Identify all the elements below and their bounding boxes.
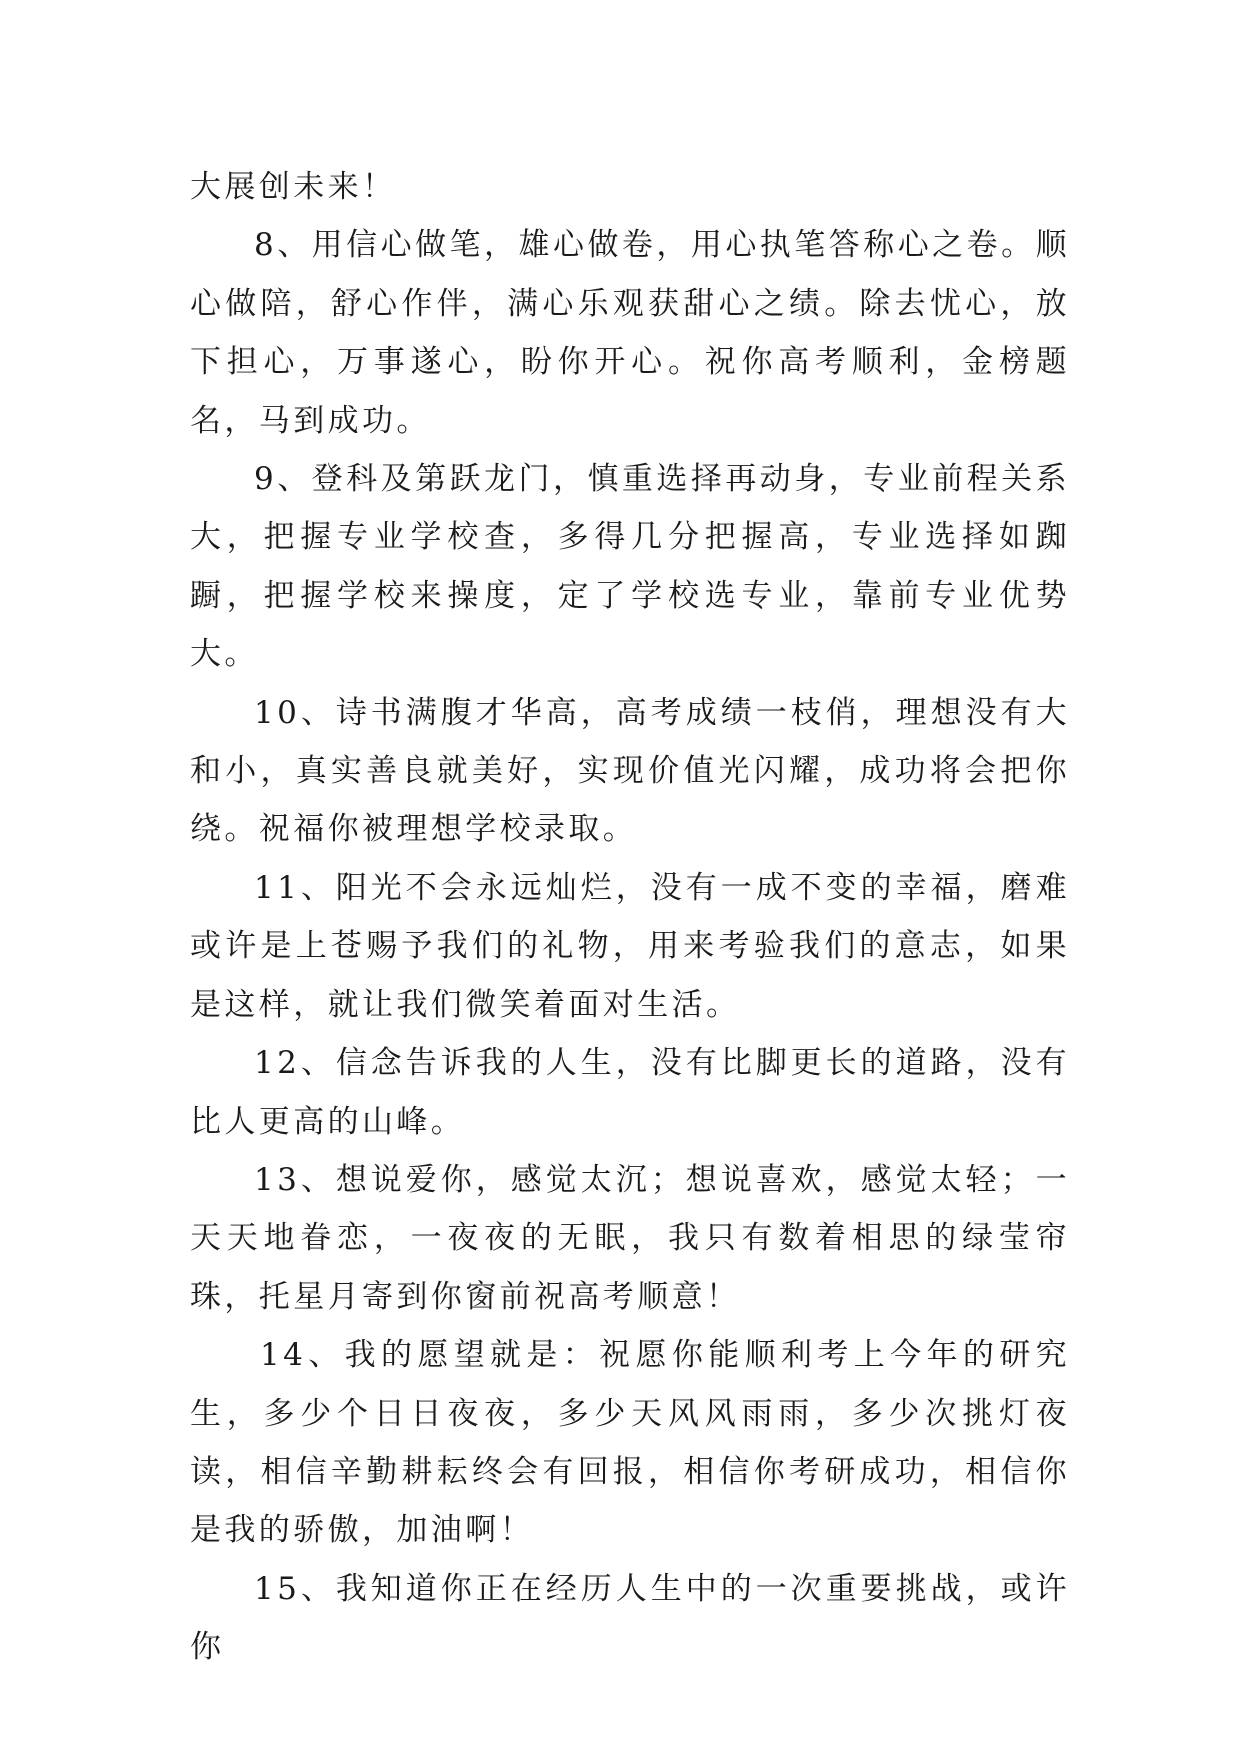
paragraph-continuation: 大展创未来！ xyxy=(190,169,397,205)
paragraph-10: 10、诗书满腹才华高，高考成绩一枝俏，理想没有大和小，真实善良就美好，实现价值光闪耀，成功将会把你绕。祝福你被理想学校录取。 xyxy=(190,694,1070,848)
document-page xyxy=(190,158,1070,1677)
paragraph-14: 14、我的愿望就是：祝愿你能顺利考上今年的研究生，多少个日日夜夜，多少天风风雨雨，多少次挑灯夜读，相信辛勤耕耘终会有回报，相信你考研成功，相信你是我的骄傲，加油啊！ xyxy=(190,1337,1070,1549)
paragraph-8: 8、用信心做笔，雄心做卷，用心执笔答称心之卷。顺心做陪，舒心作伴，满心乐观获甜心之绩。除去忧心，放下担心，万事遂心，盼你开心。祝你高考顺利，金榜题名，马到成功。 xyxy=(190,227,1070,439)
paragraph-11: 11、阳光不会永远灿烂，没有一成不变的幸福，磨难或许是上苍赐予我们的礼物，用来考验我们的意志，如果是这样，就让我们微笑着面对生活。 xyxy=(190,869,1070,1023)
paragraph-15: 15、我知道你正在经历人生中的一次重要挑战，或许你 xyxy=(190,1570,1070,1666)
paragraph-9: 9、登科及第跃龙门，慎重选择再动身，专业前程关系大，把握专业学校查，多得几分把握高，专业选择如踟蹰，把握学校来操度，定了学校选专业，靠前专业优势大。 xyxy=(190,461,1070,673)
paragraph-13: 13、想说爱你，感觉太沉；想说喜欢，感觉太轻；一天天地眷恋，一夜夜的无眠，我只有数着相思的绿莹帘珠，托星月寄到你窗前祝高考顺意！ xyxy=(190,1161,1070,1315)
paragraph-12: 12、信念告诉我的人生，没有比脚更长的道路，没有比人更高的山峰。 xyxy=(190,1045,1070,1140)
